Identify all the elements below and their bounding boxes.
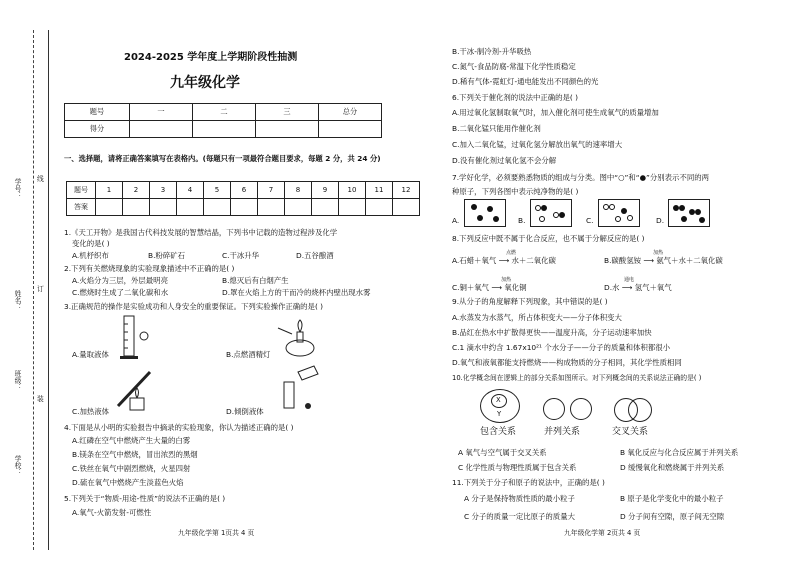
atom-black-icon (559, 212, 565, 218)
q7-particle-box-a (464, 199, 506, 227)
q3-option-c[interactable]: C.加热液体 (72, 407, 110, 416)
score-header-cell: 一 (130, 104, 193, 121)
q5-option-c[interactable]: C.氮气-食品防腐-常温下化学性质稳定 (452, 62, 576, 71)
q3-pouring-liquid-image (270, 364, 330, 414)
q2-stem: 2.下列有关燃烧现象的实验现象描述中不正确的是( ) (64, 264, 235, 273)
q10-option-c[interactable]: C 化学性质与物理性质属于包含关系 (458, 463, 577, 472)
answer-number-cell: 9 (312, 182, 339, 199)
q1-stem-cont: 变化的是( ) (72, 239, 110, 248)
score-header-cell: 三 (256, 104, 319, 121)
q11-option-b[interactable]: B 原子是化学变化中的最小粒子 (620, 494, 724, 503)
atom-black-icon (695, 209, 701, 215)
q9-stem: 9.从分子的角度解释下列现象，其中错误的是( ) (452, 297, 608, 306)
venn-parallel-circle-2 (570, 398, 592, 420)
q11-option-c[interactable]: C 分子的质量一定比原子的质量大 (464, 512, 575, 521)
answer-cell[interactable] (123, 199, 150, 216)
q3-heating-liquid-image (110, 366, 170, 414)
answer-number-cell: 1 (96, 182, 123, 199)
answer-number-cell: 5 (204, 182, 231, 199)
q2-option-c[interactable]: C.燃烧时生成了二氧化碳和水 (72, 288, 169, 297)
q1-option-c[interactable]: C.干冰升华 (222, 251, 260, 260)
atom-white-icon (615, 216, 621, 222)
q10-option-b[interactable]: B 氧化反应与化合反应属于并列关系 (620, 448, 739, 457)
q9-option-b[interactable]: B.品红在热水中扩散得更快——温度升高，分子运动速率加快 (452, 328, 652, 337)
page-footer-left: 九年级化学第 1页共 4 页 (178, 529, 255, 537)
answer-row-label: 题号 (67, 182, 96, 199)
answer-cell[interactable] (312, 199, 339, 216)
q8-option-c[interactable]: C.铜＋氧气 ⟶ 氧化铜 (452, 283, 527, 292)
q4-stem: 4.下面是从小明的实验报告中摘录的实验现象，你认为描述正确的是( ) (64, 423, 294, 432)
q2-option-a[interactable]: A.火焰分为三层，外层最明亮 (72, 276, 168, 285)
score-blank[interactable] (130, 121, 193, 138)
margin-label-class: 班级： (13, 370, 21, 391)
q5-option-b[interactable]: B.干冰-制冷剂-升华吸热 (452, 47, 532, 56)
q3-option-b[interactable]: B.点燃酒精灯 (226, 350, 271, 359)
venn-label-y: Y (497, 410, 502, 418)
answer-number-cell: 12 (393, 182, 420, 199)
venn-parallel-circle-1 (543, 398, 565, 420)
score-header-cell: 总分 (319, 104, 382, 121)
answer-number-cell: 2 (123, 182, 150, 199)
margin-mark-bind: 装 (37, 395, 44, 403)
q7-option-d[interactable]: D. (656, 216, 665, 225)
atom-black-icon (699, 217, 705, 223)
answer-cell[interactable] (177, 199, 204, 216)
atom-white-icon (627, 215, 633, 221)
q7-particle-box-d (668, 199, 710, 227)
q4-option-c[interactable]: C.铁丝在氧气中剧烈燃烧，火星四射 (72, 464, 191, 473)
q3-alcohol-lamp-image (270, 318, 330, 358)
q6-option-d[interactable]: D.没有催化剂过氧化氢不会分解 (452, 156, 557, 165)
q4-option-b[interactable]: B.镁条在空气中燃烧，冒出浓烈的黑烟 (72, 450, 198, 459)
q5-stem: 5.下列关于“物质-用途-性质”的说法不正确的是( ) (64, 494, 226, 503)
q10-stem: 10.化学概念间在逻辑上的部分关系如图所示。对下列概念间的关系说法正确的是( ) (452, 374, 702, 382)
page-footer-right: 九年级化学第 2页共 4 页 (564, 529, 641, 537)
q4-option-d[interactable]: D.硫在氧气中燃烧产生淡蓝色火焰 (72, 478, 184, 487)
q11-option-d[interactable]: D 分子间有空隙，原子间无空隙 (620, 512, 725, 521)
binding-line-2 (48, 30, 49, 550)
q7-particle-box-c (598, 199, 640, 227)
q3-option-d[interactable]: D.倾倒液体 (226, 407, 264, 416)
atom-black-icon (679, 205, 685, 211)
q8-stem: 8.下列反应中既不属于化合反应，也不属于分解反应的是( ) (452, 234, 645, 243)
q8-condition-d: 通电 (624, 277, 635, 283)
score-header-cell: 二 (193, 104, 256, 121)
section1-heading-text: 一、选择题，请将正确答案填写在表格内。(每题只有一项最符合题目要求，每题 2 分，共 24 分) (64, 154, 381, 163)
margin-label-student-id: 学号： (13, 178, 21, 199)
q6-option-c[interactable]: C.加入二氧化锰，过氧化氢分解放出氧气的速率增大 (452, 140, 623, 149)
q5-option-a[interactable]: A.氧气-火箭发射-可燃性 (72, 508, 152, 517)
answer-cell[interactable] (150, 199, 177, 216)
q1-option-a[interactable]: A.机杼织布 (72, 251, 109, 260)
atom-white-icon (539, 216, 545, 222)
q2-option-d[interactable]: D.罩在火焰上方的干而冷的烧杯内壁出现水雾 (222, 288, 371, 297)
q2-option-b[interactable]: B.熄灭后有白烟产生 (222, 276, 289, 285)
venn-label-cross: 交叉关系 (612, 427, 649, 437)
q7-option-c[interactable]: C. (586, 216, 594, 225)
q9-option-c[interactable]: C.1 滴水中约含 1.67x10²¹ 个水分子——分子的质量和体积都很小 (452, 343, 671, 352)
answer-cell[interactable] (366, 199, 393, 216)
score-table (64, 103, 382, 138)
binding-line (33, 30, 34, 550)
q8-option-a[interactable]: A.石蜡＋氧气 ⟶ 水＋二氧化碳 (452, 256, 556, 265)
venn-label-parallel: 并列关系 (544, 427, 581, 437)
answer-number-cell: 4 (177, 182, 204, 199)
score-blank[interactable] (319, 121, 382, 138)
venn-cross-circle-2 (628, 398, 652, 422)
answer-table (66, 181, 420, 216)
answer-number-cell: 3 (150, 182, 177, 199)
exam-title: 2024-2025 学年度上学期阶段性抽测 (124, 52, 298, 63)
answer-number-cell: 11 (366, 182, 393, 199)
q10-option-d[interactable]: D 缓慢氧化和燃烧属于并列关系 (620, 463, 725, 472)
answer-cell[interactable] (339, 199, 366, 216)
q1-stem: 1.《天工开物》是我国古代科技发展的智慧结晶，下列书中记载的造物过程涉及化学 (64, 228, 338, 237)
atom-white-icon (609, 204, 615, 210)
answer-cell[interactable] (96, 199, 123, 216)
q8-condition-b: 加热 (653, 250, 664, 256)
q3-stem: 3.正确规范的操作是实验成功和人身安全的重要保证。下列实验操作正确的是( ) (64, 302, 324, 311)
q8-option-b[interactable]: B.碳酸氢铵 ⟶ 氨气＋水＋二氧化碳 (604, 256, 723, 265)
subject-title: 九年级化学 (170, 75, 240, 91)
q5-option-d[interactable]: D.稀有气体-霓虹灯-通电能发出不同颜色的光 (452, 77, 599, 86)
section1-heading (64, 153, 436, 165)
q1-option-d[interactable]: D.五谷酿酒 (296, 251, 334, 260)
venn-label-x: X (496, 396, 501, 404)
answer-cell[interactable] (204, 199, 231, 216)
answer-number-cell: 10 (339, 182, 366, 199)
atom-black-icon (541, 205, 547, 211)
answer-cell[interactable] (393, 199, 420, 216)
q6-option-a[interactable]: A.用过氧化氢制取氧气时，加入催化剂可使生成氧气的质量增加 (452, 108, 659, 117)
margin-mark-order: 订 (37, 285, 44, 293)
score-row-label: 得分 (65, 121, 130, 138)
q11-option-a[interactable]: A 分子是保持物质性质的最小粒子 (464, 494, 575, 503)
q7-option-b[interactable]: B. (518, 216, 526, 225)
q1-option-b[interactable]: B.粉碎矿石 (148, 251, 185, 260)
answer-cell[interactable] (258, 199, 285, 216)
answer-row (67, 199, 420, 216)
margin-label-name: 姓名： (13, 290, 21, 311)
answer-number-cell: 7 (258, 182, 285, 199)
q8-option-d[interactable]: D.水 ⟶ 氢气＋氧气 (604, 283, 672, 292)
answer-number-row (67, 182, 420, 199)
q7-particle-box-b (530, 199, 572, 227)
atom-black-icon (621, 208, 627, 214)
answer-number-cell: 8 (285, 182, 312, 199)
q3-option-a[interactable]: A.量取液体 (72, 350, 109, 359)
q8-condition-a: 点燃 (506, 250, 517, 256)
atom-black-icon (681, 216, 687, 222)
q7-option-a[interactable]: A. (452, 216, 460, 225)
atom-black-icon (493, 216, 499, 222)
q8-condition-c: 加热 (501, 277, 512, 283)
atom-black-icon (477, 215, 483, 221)
q6-stem: 6.下列关于催化剂的说法中正确的是( ) (452, 93, 579, 102)
q4-option-a[interactable]: A.红磷在空气中燃烧产生大量的白雾 (72, 436, 191, 445)
answer-cell[interactable] (285, 199, 312, 216)
q7-stem: 7.学好化学，必须要熟悉物质的组成与分类。图中“○”和“●”分别表示不同的两 (452, 173, 709, 182)
q9-option-a[interactable]: A.水蒸发为水蒸气，所占体积变大——分子体积变大 (452, 313, 622, 322)
margin-mark-line: 线 (37, 175, 44, 183)
score-blank[interactable] (256, 121, 319, 138)
score-blank[interactable] (193, 121, 256, 138)
atom-black-icon (487, 206, 493, 212)
answer-number-cell: 6 (231, 182, 258, 199)
score-header-cell: 题号 (65, 104, 130, 121)
margin-label-school: 学校： (13, 455, 21, 476)
answer-row-label: 答案 (67, 199, 96, 216)
q10-option-a[interactable]: A 氧气与空气属于交叉关系 (458, 448, 547, 457)
q9-option-d[interactable]: D.氧气和液氧都能支持燃烧——构成物质的分子相同，其化学性质相同 (452, 358, 682, 367)
q3-graduated-cylinder-image (100, 314, 160, 360)
atom-black-icon (471, 204, 477, 210)
q6-option-b[interactable]: B.二氧化锰只能用作催化剂 (452, 124, 541, 133)
venn-label-contain: 包含关系 (480, 427, 517, 437)
answer-cell[interactable] (231, 199, 258, 216)
q7-stem-cont: 种原子，下列各图中表示纯净物的是( ) (452, 187, 579, 196)
q11-stem: 11.下列关于分子和原子的说法中，正确的是( ) (452, 478, 605, 487)
